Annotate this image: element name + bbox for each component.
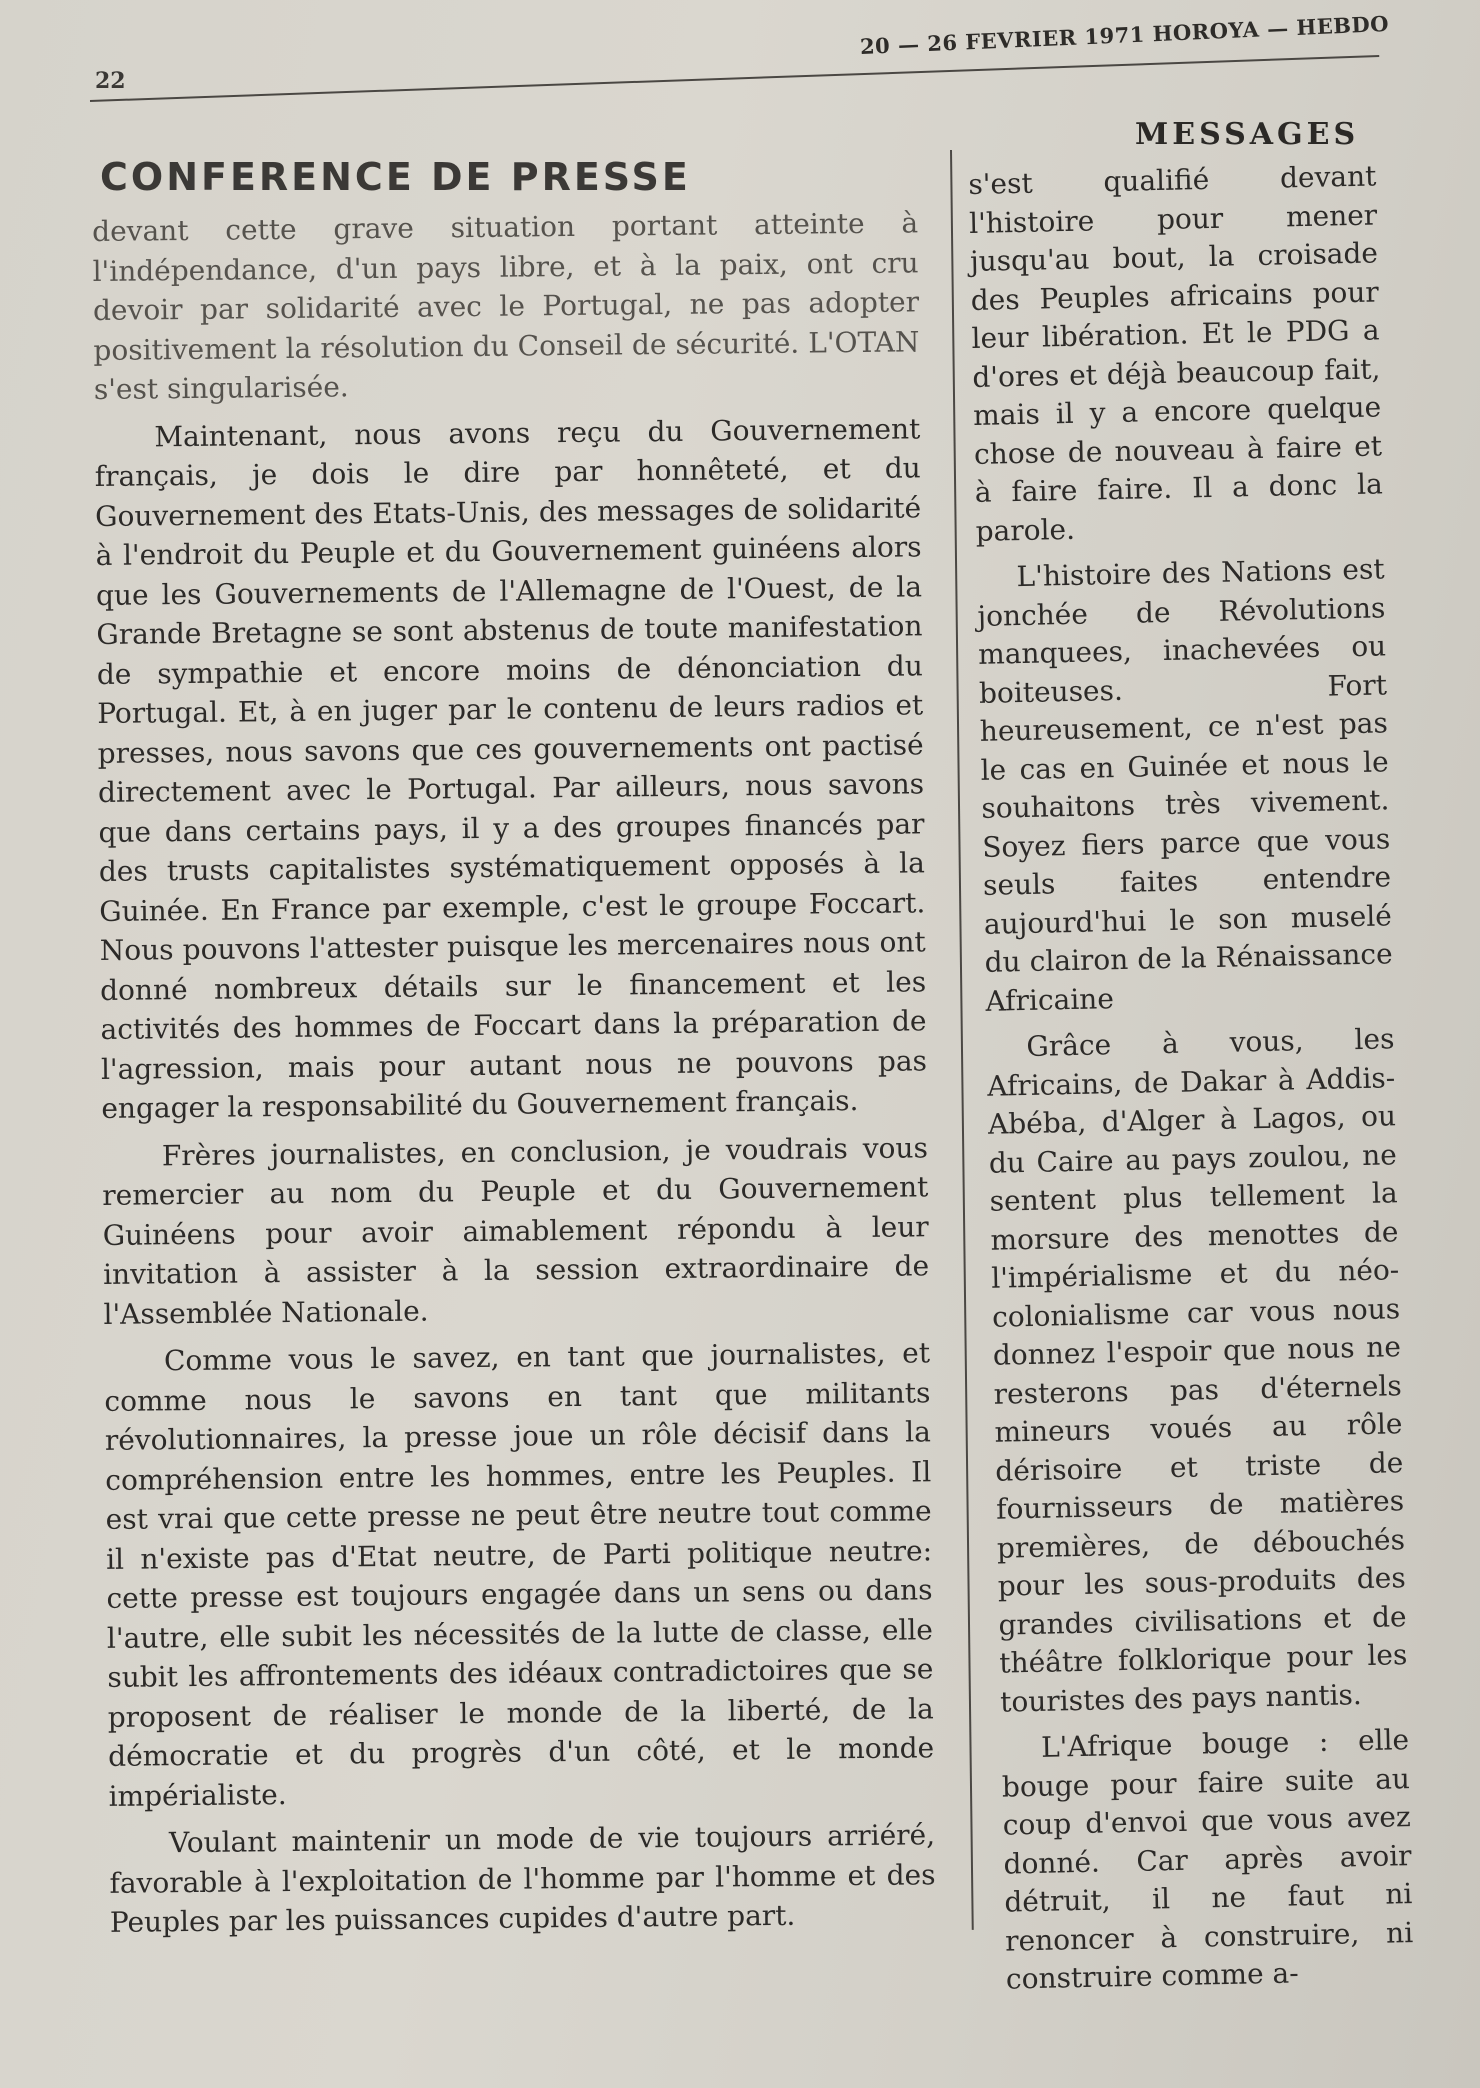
right-column xyxy=(968,157,1414,2007)
paragraph: s'est qualifié devant l'histoire pour mener jusqu'au bout, la croisade des Peuples africains pour leur libération. Et le PDG a d'ores et déjà beaucoup fait, mais il y a encore quelque chose de nouveau à faire et à faire faire. Il a donc la parole. xyxy=(968,159,1384,548)
paragraph: Grâce à vous, les Africains, de Dakar à Addis-Abéba, d'Alger à Lagos, ou du Caire au pays zoulou, ne sentent plus tellement la morsure des menottes de l'impérialisme et du néo-colonialisme car vous nous donnez l'espoir que nous ne resterons pas d'éternels mineurs voués au rôle dérisoire et triste de fournisseurs de matières premières, de débouchés pour les sous-produits des grandes civilisations et de théâtre folklorique pour les touristes des pays nantis. xyxy=(986,1022,1408,1719)
page-number: 22 xyxy=(95,68,126,94)
paragraph: Comme vous le savez, en tant que journalistes, et comme nous le savons en tant que militants révolutionnaires, la presse joue un rôle décisif dans la compréhension entre les hommes, entre les Peuples. Il est vrai que cette presse ne peut être neutre tout comme il n'existe pas d'Etat neutre, de Parti politique neutre: cette presse est toujours engagée dans un sens ou dans l'autre, elle subit les nécessités de la lutte de classe, elle subit les affrontements des idéaux contradictoires que se proposent de réaliser le monde de la liberté, de la démocratie et du progrès d'un côté, et le monde impérialiste. xyxy=(104,1336,935,1813)
paragraph: Maintenant, nous avons reçu du Gouvernement français, je dois le dire par honnêteté, et du Gouvernement des Etats-Unis, des messages de solidarité à l'endroit du Peuple et du Gouvernement guinéens alors que les Gouvernements de l'Allemagne de l'Ouest, de la Grande Bretagne se sont abstenus de toute manifestation de sympathie et encore moins de dénonciation du Portugal. Et, à en juger par le contenu de leurs radios et presses, nous savons que ces gouvernements ont pactisé directement avec le Portugal. Par ailleurs, nous savons que dans certains pays, il y a des groupes financés par des trusts capitalistes systématiquement opposés à la Guinée. En France par exemple, c'est le groupe Foccart. Nous pouvons l'attester puisque les mercenaires nous ont donné nombreux détails sur le financement et les activités des hommes de Foccart dans la préparation de l'agression, mais pour autant nous ne pouvons pas engager la responsabilité du Gouvernement français. xyxy=(94,411,928,1125)
paragraph: L'histoire des Nations est jonchée de Révolutions manquees, inachevées ou boiteuses. Fort heureusement, ce n'est pas le cas en Guinée et nous le souhaitons très vivement. Soyez fiers parce que vous seuls faites entendre aujourd'hui le son muselé du clairon de la Rénaissance Africaine xyxy=(977,552,1393,1018)
paragraph: devant cette grave situation portant atteinte à l'indépendance, d'un pays libre, et à la paix, ont cru devoir par solidarité avec le Portugal, ne pas adopter positivement la résolution du Conseil de sécurité. L'OTAN s'est singularisée. xyxy=(92,206,920,406)
section-label: MESSAGES xyxy=(1135,117,1360,152)
column-divider xyxy=(950,150,974,1930)
header-rule xyxy=(90,55,1379,102)
left-column xyxy=(92,203,936,1950)
paragraph: Voulant maintenir un mode de vie toujours arriéré, favorable à l'exploitation de l'homme par l'homme et des Peuples par les puissances cupides d'autre part. xyxy=(109,1818,936,1939)
paragraph: Frères journalistes, en conclusion, je voudrais vous remercier au nom du Peuple et du Gouvernement Guinéens pour avoir aimablement répondu à leur invitation à assister à la session extraordinaire de l'Assemblée Nationale. xyxy=(102,1130,930,1331)
dateline: 20 — 26 FEVRIER 1971 HOROYA — HEBDO xyxy=(859,10,1390,59)
paragraph: L'Afrique bouge : elle bouge pour faire suite au coup d'envoi que vous avez donné. Car après avoir détruit, il ne faut ni renoncer à construire, ni construire comme a- xyxy=(1001,1723,1414,1996)
article-title: CONFERENCE DE PRESSE xyxy=(100,155,691,199)
